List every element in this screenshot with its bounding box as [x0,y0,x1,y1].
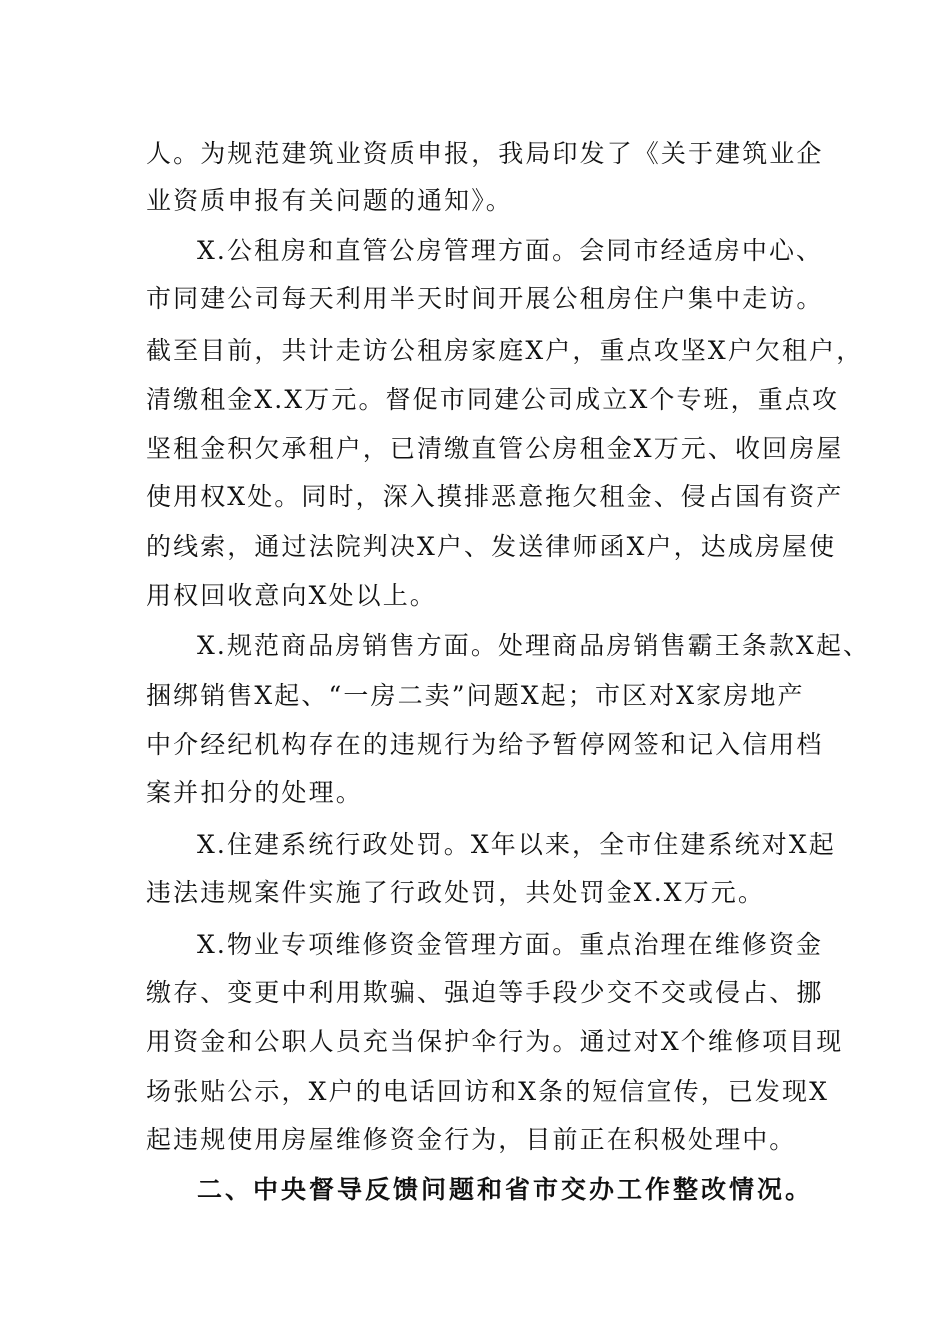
text-line: 市同建公司每天利用半天时间开展公租房住户集中走访。 [146,284,824,313]
text-line: 捆绑销售X起、“一房二卖”问题X起；市区对X家房地产 [146,681,805,710]
text-line: 的线索，通过法院判决X户、发送律师函X户，达成房屋使 [146,532,837,561]
text-line: 截至目前，共计走访公租房家庭X户，重点攻坚X户欠租户， [146,336,864,365]
paragraph-first-line: X.物业专项维修资金管理方面。重点治理在维修资金 [197,930,824,959]
text-line: 清缴租金X.X万元。督促市同建公司成立X个专班，重点攻 [146,385,840,414]
text-line: 中介经纪机构存在的违规行为给予暂停网签和记入信用档 [146,730,824,759]
text-line: 用权回收意向X处以上。 [146,581,437,610]
section-heading: 二、中央督导反馈问题和省市交办工作整改情况。 [197,1175,814,1204]
paragraph-first-line: X.公租房和直管公房管理方面。会同市经适房中心、 [197,236,824,265]
text-line: 坚租金积欠承租户，已清缴直管公房租金X万元、收回房屋 [146,434,844,463]
text-line: 用资金和公职人员充当保护伞行为。通过对X个维修项目现 [146,1027,844,1056]
text-line: 业资质申报有关问题的通知》。 [146,186,513,215]
text-line: 场张贴公示，X户的电话回访和X条的短信宣传，已发现X [146,1077,829,1106]
text-line: 违法违规案件实施了行政处罚，共处罚金X.X万元。 [146,878,765,907]
text-line: 缴存、变更中利用欺骗、强迫等手段少交不交或侵占、挪 [146,978,824,1007]
paragraph-first-line: X.住建系统行政处罚。X年以来，全市住建系统对X起 [197,830,836,859]
text-line: 使用权X处。同时，深入摸排恶意拖欠租金、侵占国有资产 [146,482,844,511]
text-line: 起违规使用房屋维修资金行为，目前正在积极处理中。 [146,1125,797,1154]
text-line: 人。为规范建筑业资质申报，我局印发了《关于建筑业企 [146,139,824,168]
paragraph-first-line: X.规范商品房销售方面。处理商品房销售霸王条款X起、 [197,631,871,660]
text-line: 案并扣分的处理。 [146,778,363,807]
